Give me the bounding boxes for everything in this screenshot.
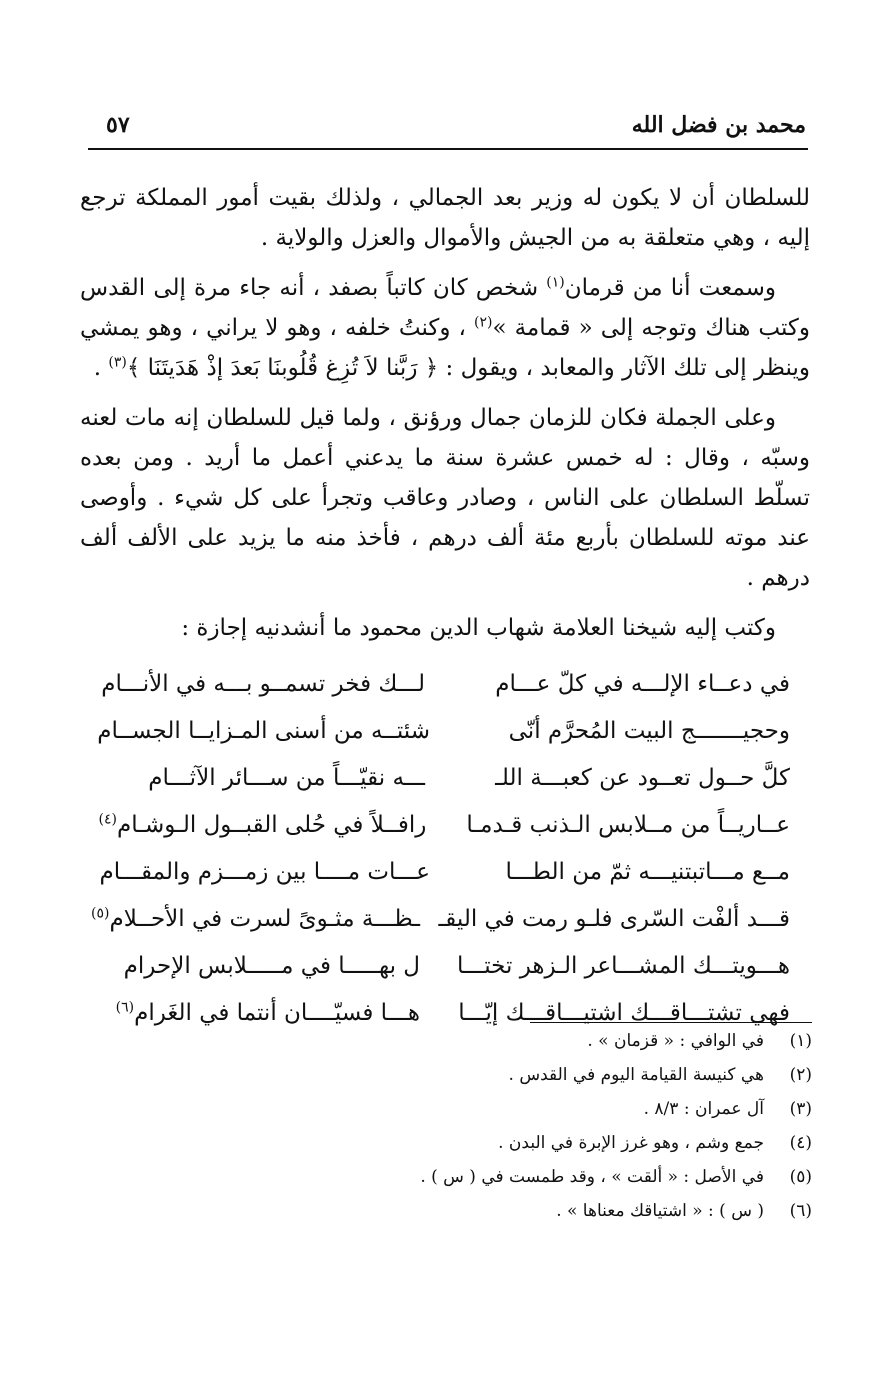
verse-first-hemistich: فهي تشتـــاقـــك اشتيـــاقـــك إيّـــا xyxy=(458,999,790,1026)
footnote-number: (٢) xyxy=(789,1065,812,1085)
verse-second-text: ل بهـــــا في مـــــلابس الإحرام xyxy=(123,952,420,979)
footnote-text: جمع وشم ، وهو غرز الإبرة في البدن . xyxy=(498,1133,764,1153)
paragraph-2 xyxy=(80,268,810,388)
paragraph-2-part-c: ، وكنتُ خلفه ، وهو لا يراني ، وهو يمشي وينظر إلى تلك الآثار والمعابد ، ويقول : ﴿ رَبَّنا لاَ تُزِغ قُلُوبنَا بَعدَ إذْ هَدَيتَنَا ﴾ xyxy=(80,315,810,381)
footnote-number: (٤) xyxy=(789,1133,812,1153)
paragraph-4: وكتب إليه شيخنا العلامة شهاب الدين محمود ما أنشدنيه إجازة : xyxy=(181,615,776,641)
poem-verse xyxy=(91,895,790,942)
verse-first-hemistich: وحجيـــــــج البيت المُحرَّم أنّى xyxy=(508,717,790,744)
verse-first-hemistich: كلَّ حــول تعــود عن كعبـــة اللـ xyxy=(495,764,790,791)
verse-footnote-ref: (٤) xyxy=(98,810,117,827)
footnote-number: (١) xyxy=(789,1031,812,1051)
footnote-text: ( س ) : « اشتياقك معناها » . xyxy=(556,1201,764,1221)
verse-second-text: شئتــه من أسنى المـزايــا الجســام xyxy=(97,717,430,744)
footnote-text: آل عمران : ٨/٣ . xyxy=(643,1099,764,1119)
verse-first-hemistich: عــاريــاً من مــلابس الـذنب قـدمـا xyxy=(466,811,790,838)
verse-second-hemistich xyxy=(100,765,425,791)
verse-second-hemistich xyxy=(100,671,425,697)
verse-second-hemistich xyxy=(99,812,427,838)
verse-second-text: عـــات مــــا بين زمـــزم والمقـــام xyxy=(99,858,430,885)
verse-footnote-ref: (٥) xyxy=(91,904,110,921)
footnote-text: هي كنيسة القيامة اليوم في القدس . xyxy=(508,1065,764,1085)
footnote xyxy=(400,1126,812,1160)
footnote xyxy=(400,1092,812,1126)
verse-footnote-ref: (٦) xyxy=(115,998,135,1015)
verse-second-text: لـــك فخر تسمــو بـــه في الأنـــام xyxy=(101,670,425,697)
footnote-ref-3: (٣) xyxy=(108,354,127,371)
verse-first-hemistich: في دعــاء الإلـــه في كلّ عـــام xyxy=(495,670,790,697)
paragraph-2-part-a: وسمعت أنا من قرمان xyxy=(564,275,776,301)
footnote-ref-2: (٢) xyxy=(473,314,493,331)
poem-verse xyxy=(100,801,790,848)
verse-second-hemistich xyxy=(97,717,430,744)
running-title: محمد بن فضل الله xyxy=(631,112,806,138)
footnotes xyxy=(400,1024,812,1228)
poem-verse xyxy=(100,848,790,895)
footnote-separator xyxy=(530,1022,812,1023)
verse-second-hemistich xyxy=(100,953,420,979)
body-text xyxy=(80,178,810,658)
footnote-text: في الأصل : « ألقت » ، وقد طمست في ( س ) . xyxy=(420,1167,764,1187)
verse-second-text: رافــلاً في حُلى القبــول الـوشـام xyxy=(116,811,427,838)
poem-verse xyxy=(100,754,790,801)
footnote-number: (٦) xyxy=(789,1201,812,1221)
verse-second-text: ـــه نقيّـــاً من ســـائر الآثـــام xyxy=(148,764,425,791)
footnote xyxy=(400,1194,812,1228)
poem xyxy=(91,660,790,1036)
verse-first-hemistich: مــع مـــاتبتنيـــه ثمّ من الطـــا xyxy=(505,858,790,885)
verse-first-hemistich: هـــويتـــك المشـــاعر الـزهر تختـــا xyxy=(456,952,790,979)
paragraph-3: وعلى الجملة فكان للزمان جمال ورؤنق ، ولما قيل للسلطان إنه مات لعنه وسبّه ، وقال : له خمس عشرة سنة ما يدعني أعمل ما أريد . ومن بعده تسلّط السلطان على الناس ، وصادر وعاقب وتجرأ على كل شيء . وأوصى عند موته للسلطان بأربع مئة ألف درهم ، فأخذ منه ما يزيد على الألف ألف درهم . xyxy=(80,405,810,591)
footnote xyxy=(400,1058,812,1092)
poem-verse xyxy=(100,942,790,989)
paragraph-1: للسلطان أن لا يكون له وزير بعد الجمالي ، ولذلك بقيت أمور المملكة ترجع إليه ، وهي متعلقة به من الجيش والأموال والعزل والولاية . xyxy=(80,185,810,251)
verse-second-text: هـــا فسيّــــان أنتما في الغَرام xyxy=(134,999,420,1026)
verse-second-hemistich xyxy=(100,859,430,885)
footnote-text: في الوافي : « قزمان » . xyxy=(587,1031,764,1051)
footnote xyxy=(400,1024,812,1058)
page-header xyxy=(88,108,808,150)
poem-verse xyxy=(97,707,790,754)
footnote-number: (٥) xyxy=(789,1167,812,1187)
verse-first-hemistich: قـــد ألفْت السّرى فلـو رمت في اليقـ xyxy=(438,905,790,932)
verse-second-hemistich xyxy=(100,1000,420,1026)
verse-second-text: ـظـــة مثـوىً لسرت في الأحــلام xyxy=(109,905,420,932)
paragraph-2-part-d: . xyxy=(93,355,109,381)
footnote xyxy=(400,1160,812,1194)
poem-verse xyxy=(100,660,790,707)
footnote-ref-1: (١) xyxy=(546,274,565,291)
paragraph-2-part-b: شخص كان كاتباً بصفد ، أنه جاء مرة إلى القدس وكتب هناك وتوجه إلى « قمامة » xyxy=(80,275,810,341)
page-number: ٥٧ xyxy=(106,112,130,138)
verse-second-hemistich xyxy=(91,906,420,932)
footnote-number: (٣) xyxy=(789,1099,812,1119)
